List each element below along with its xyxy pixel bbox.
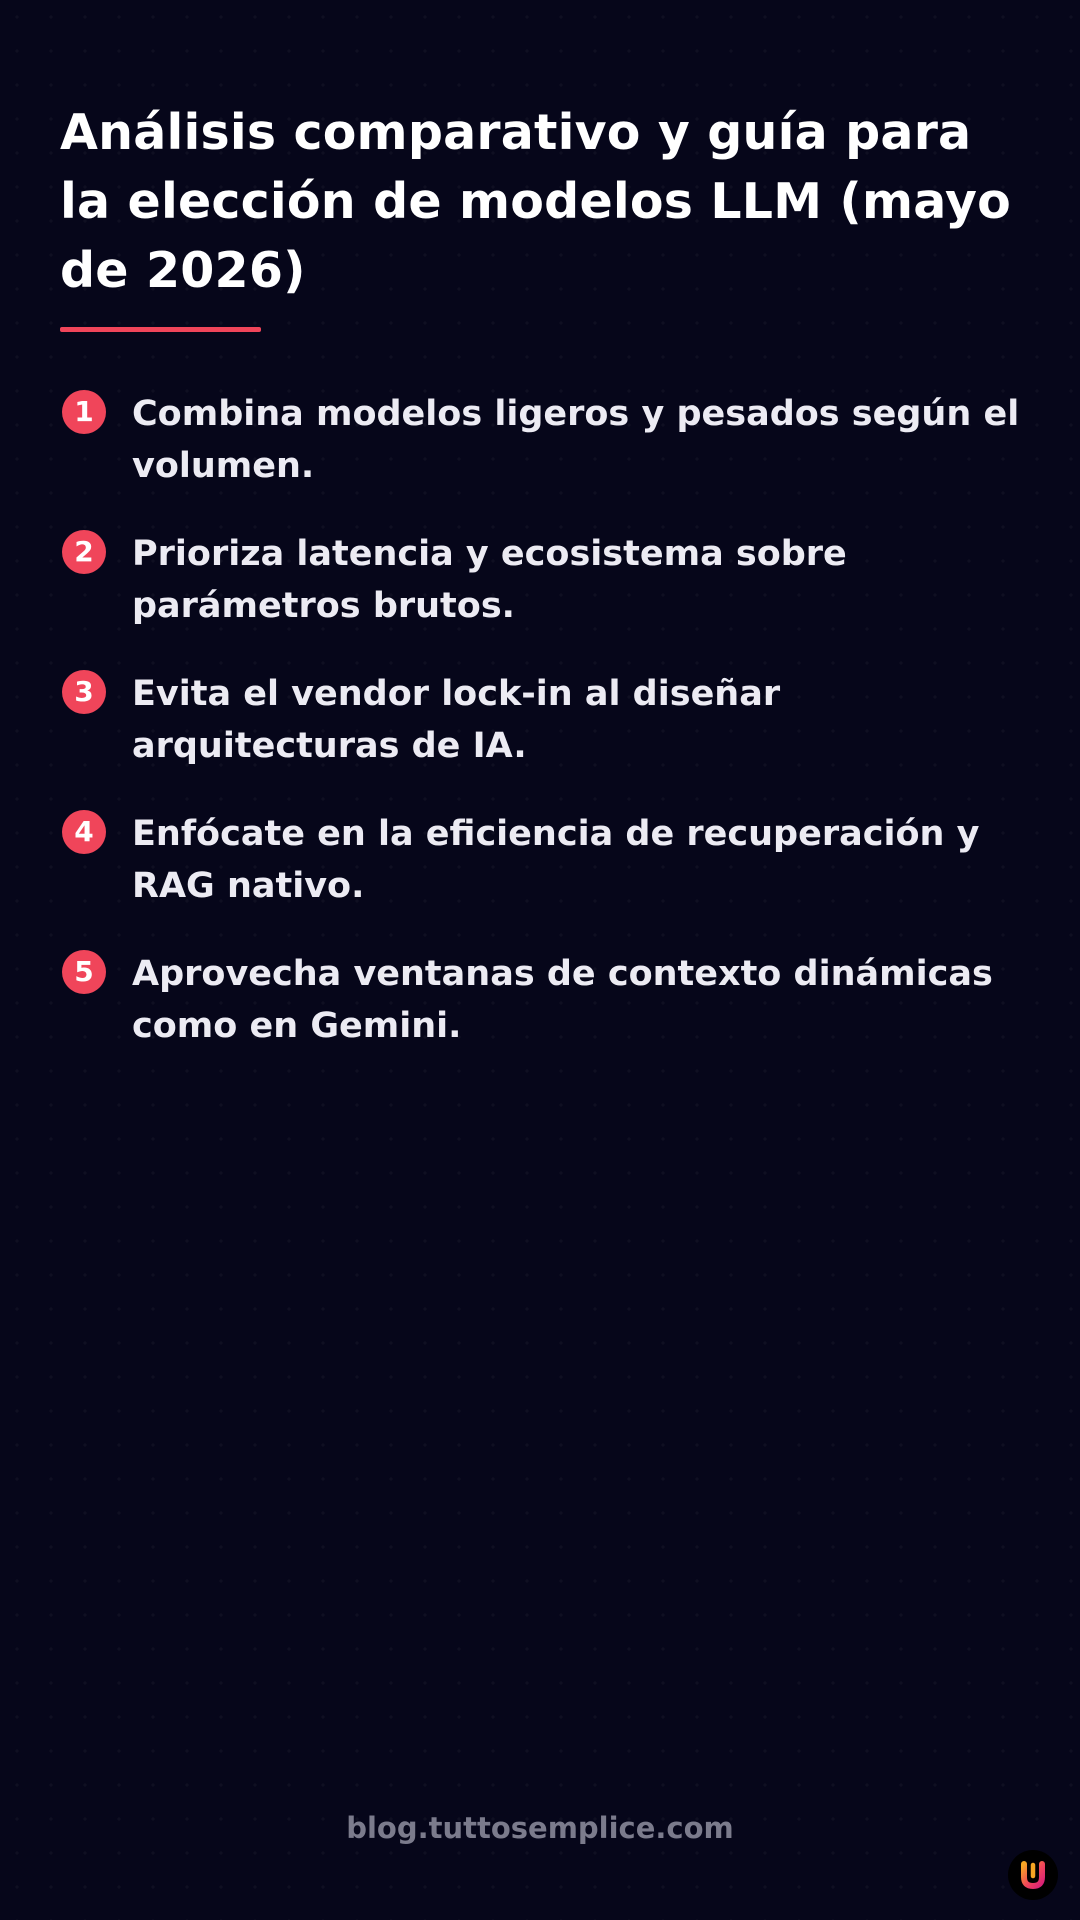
number-badge: 2	[62, 530, 106, 574]
list-item	[60, 528, 1020, 632]
number-badge: 1	[62, 390, 106, 434]
number-badge: 3	[62, 670, 106, 714]
list-item	[60, 948, 1020, 1052]
page-title: Análisis comparativo y guía para la elección de modelos LLM (mayo de 2026)	[60, 104, 1012, 299]
u-brand-logo-icon	[1008, 1850, 1058, 1900]
tips-list	[60, 388, 1020, 1088]
number-badge: 5	[62, 950, 106, 994]
number-badge: 4	[62, 810, 106, 854]
list-item	[60, 668, 1020, 772]
title-underline	[60, 327, 261, 332]
list-item-text: Evita el vendor lock-in al diseñar arquitecturas de IA.	[132, 674, 781, 766]
list-item	[60, 808, 1020, 912]
list-item-text: Aprovecha ventanas de contexto dinámicas como en Gemini.	[132, 954, 993, 1046]
list-item-text: Prioriza latencia y ecosistema sobre parámetros brutos.	[132, 534, 847, 626]
list-item-text: Enfócate en la eficiencia de recuperación y RAG nativo.	[132, 814, 980, 906]
footer-domain[interactable]: blog.tuttosemplice.com	[346, 1811, 734, 1845]
list-item	[60, 388, 1020, 492]
list-item-text: Combina modelos ligeros y pesados según el volumen.	[132, 394, 1020, 486]
